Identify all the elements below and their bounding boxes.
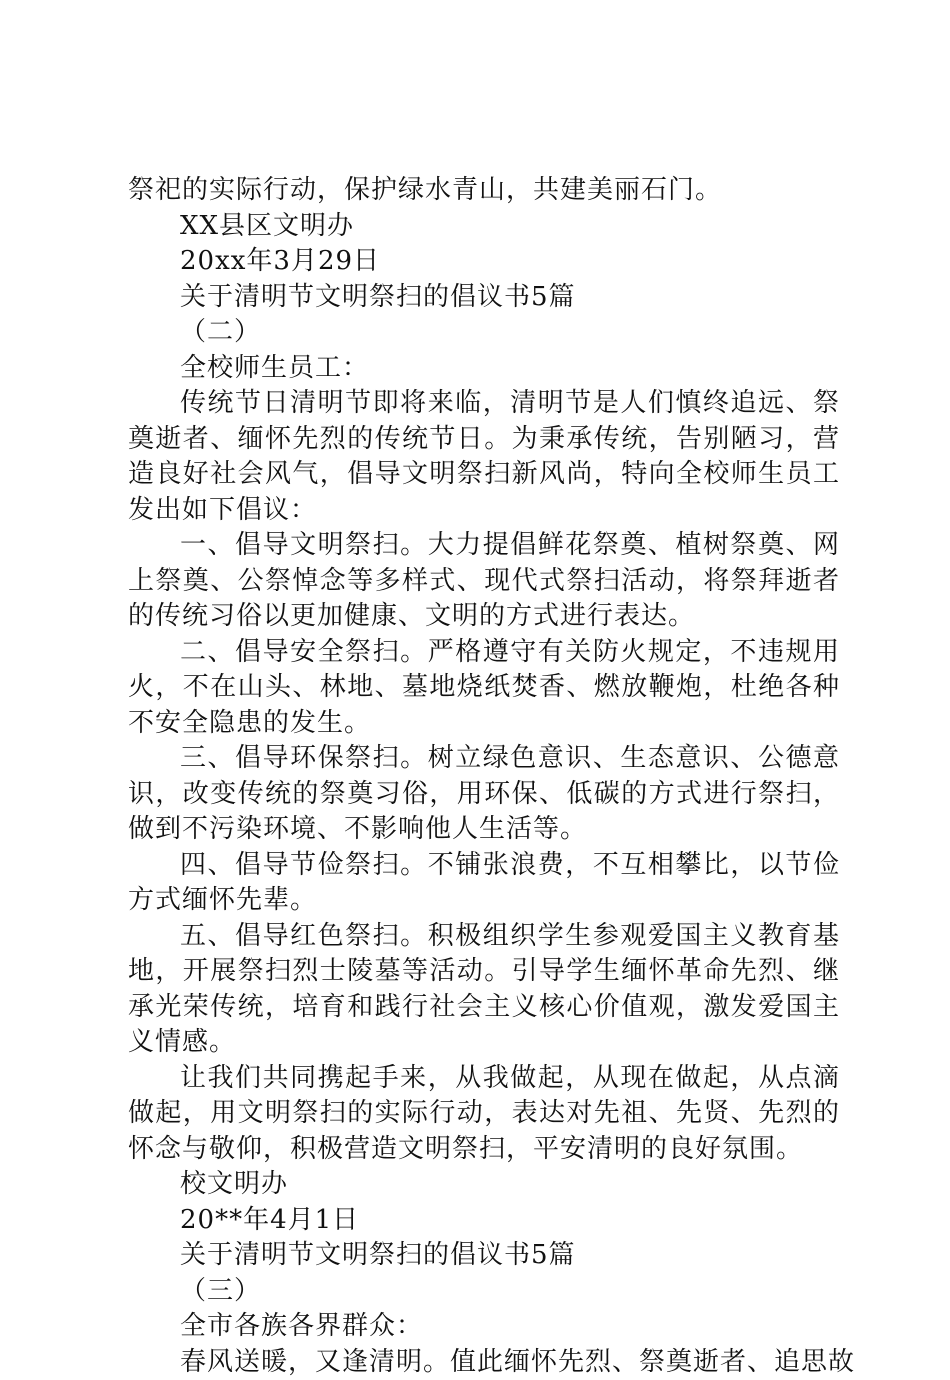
- paragraph: 五、倡导红色祭扫。积极组织学生参观爱国主义教育基地，开展祭扫烈士陵墓等活动。引导学生缅怀革命先烈、继承光荣传统，培育和践行社会主义核心价值观，激发爱国主义情感。: [128, 919, 840, 1061]
- paragraph-start: 春风送暖，又逢清明。值此缅怀先烈、祭奠逝者、追思故: [128, 1345, 840, 1380]
- section-title: 关于清明节文明祭扫的倡议书5篇: [128, 280, 840, 316]
- paragraph: 一、倡导文明祭扫。大力提倡鲜花祭奠、植树祭奠、网上祭奠、公祭悼念等多样式、现代式祭扫活动，将祭拜逝者的传统习俗以更加健康、文明的方式进行表达。: [128, 528, 840, 635]
- text-line: 祭祀的实际行动，保护绿水青山，共建美丽石门。: [128, 173, 840, 209]
- paragraph: 三、倡导环保祭扫。树立绿色意识、生态意识、公德意识，改变传统的祭奠习俗，用环保、低碳的方式进行祭扫，做到不污染环境、不影响他人生活等。: [128, 741, 840, 848]
- issuer-name: 校文明办: [128, 1167, 840, 1203]
- issue-date: 20**年4月1日: [128, 1203, 840, 1239]
- salutation: 全市各族各界群众：: [128, 1309, 840, 1345]
- section-number: （二）: [128, 315, 840, 351]
- section-number: （三）: [128, 1274, 840, 1310]
- paragraph: 四、倡导节俭祭扫。不铺张浪费，不互相攀比，以节俭方式缅怀先辈。: [128, 848, 840, 919]
- paragraph: 让我们共同携起手来，从我做起，从现在做起，从点滴做起，用文明祭扫的实际行动，表达对先祖、先贤、先烈的怀念与敬仰，积极营造文明祭扫，平安清明的良好氛围。: [128, 1061, 840, 1168]
- paragraph: 二、倡导安全祭扫。严格遵守有关防火规定，不违规用火，不在山头、林地、墓地烧纸焚香、燃放鞭炮，杜绝各种不安全隐患的发生。: [128, 635, 840, 742]
- paragraph: 传统节日清明节即将来临，清明节是人们慎终追远、祭奠逝者、缅怀先烈的传统节日。为秉承传统，告别陋习，营造良好社会风气，倡导文明祭扫新风尚，特向全校师生员工发出如下倡议：: [128, 386, 840, 528]
- section-title: 关于清明节文明祭扫的倡议书5篇: [128, 1238, 840, 1274]
- salutation: 全校师生员工：: [128, 351, 840, 387]
- issue-date: 20xx年3月29日: [128, 244, 840, 280]
- document-body: [128, 173, 840, 1380]
- issuer-name: XX县区文明办: [128, 209, 840, 245]
